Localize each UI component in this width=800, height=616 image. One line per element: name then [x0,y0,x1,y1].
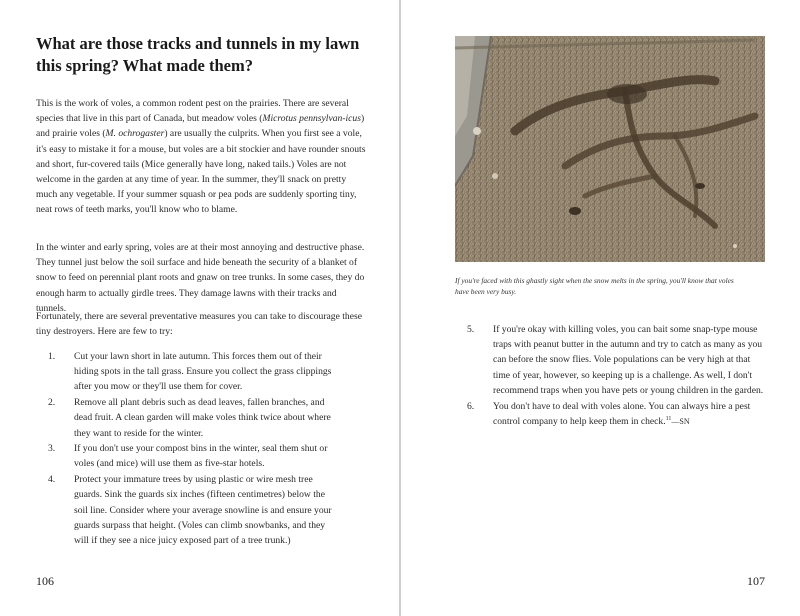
list-item [48,441,340,471]
left-page [0,0,399,616]
author-signature: —SN [671,416,690,426]
list-item [48,472,340,548]
page-number-right: 107 [747,574,765,588]
scientific-name-prairie-vole: M. ochrogaster [105,128,165,140]
list-text: Cut your lawn short in late autumn. This forces them out of their hiding spots in the tall grass. Ensure you collect the grass clippings after you mow or they'll use them for cover. [74,351,332,393]
prevention-list-continued [467,322,765,429]
paragraph-winter-damage: In the winter and early spring, voles are at their most annoying and destructive phase. They tunnel just below the soil surface and hide beneath the security of a blanket of snow to feed on perennial plant roots and gnaw on tree trunks. In some cases, they do enough harm to actually girdle trees. They damage lawns with their tracks and tunnels. [36,242,365,314]
list-text: Protect your immature trees by using plastic or wire mesh tree guards. Sink the guards six inches (fifteen centimetres) below the soil line. Consider where your average snowline is and ensure your guards surpass that height. (Voles can climb snowbanks, and they will if they see a nice juicy exposed part of a tree trunk.) [74,474,332,546]
list-text: If you don't use your compost bins in the winter, seal them shut or voles (and mice) will use them as five-star hotels. [74,443,328,470]
list-item [48,349,340,395]
lawn-photo-illustration [455,36,765,262]
list-number: 5. [467,324,475,335]
list-number: 4. [48,474,56,486]
list-item [48,395,340,441]
paragraph-voles-intro: This is the work of voles, a common rodent pest on the prairies. There are several species that live in this part of Canada, but meadow voles (Microtus pennsylvan-icus) and prairie voles (M. ochrogaster) are usually the culprits. When you first see a vole, it's easy to mistake it for a mouse, but voles are a bit stockier and have rounder snouts and short, fur-covered tails (Mice generally have long, naked tails.) Voles are not welcome in the garden at any time of year. In the summer, they'll snack on pretty much any vegetable. If your summer squash or pea pods are suddenly sporting tiny, neat rows of teeth marks, you'll know who to blame. [36,98,366,216]
vole-damage-photo [455,36,765,262]
list-number: 2. [48,397,56,409]
scientific-name-meadow-vole: Microtus pennsylvan-icus [262,113,361,125]
footnote-reference: 11 [665,415,672,422]
list-text: If you're okay with killing voles, you can bait some snap-type mouse traps with peanut butter in the autumn and try to catch as many as you can before the snow flies. Vole populations can be very high at that time of year, however, so keeping up is a challenge. As well, I don't recommend traps when you have pets or young children in the garden. [493,324,764,396]
prevention-list [48,349,340,549]
page-heading: What are those tracks and tunnels in my lawn this spring? What made them? [36,34,360,75]
list-text: Remove all plant debris such as dead leaves, fallen branches, and dead fruit. A clean garden will make voles think twice about where they want to reside for the winter. [74,397,331,439]
list-number: 1. [48,351,56,362]
list-item [467,399,765,429]
list-number: 6. [467,400,475,412]
list-number: 3. [48,443,56,455]
list-item [467,322,765,398]
page-number-left: 106 [36,574,54,588]
paragraph-prevention-intro: Fortunately, there are several preventative measures you can take to discourage these tiny destroyers. Here are few to try: [36,311,362,338]
photo-caption: If you're faced with this ghastly sight when the snow melts in the spring, you'll know that voles have been very busy. [455,276,734,296]
list-text: You don't have to deal with voles alone. You can always hire a pest control company to help keep them in check. [493,400,751,427]
